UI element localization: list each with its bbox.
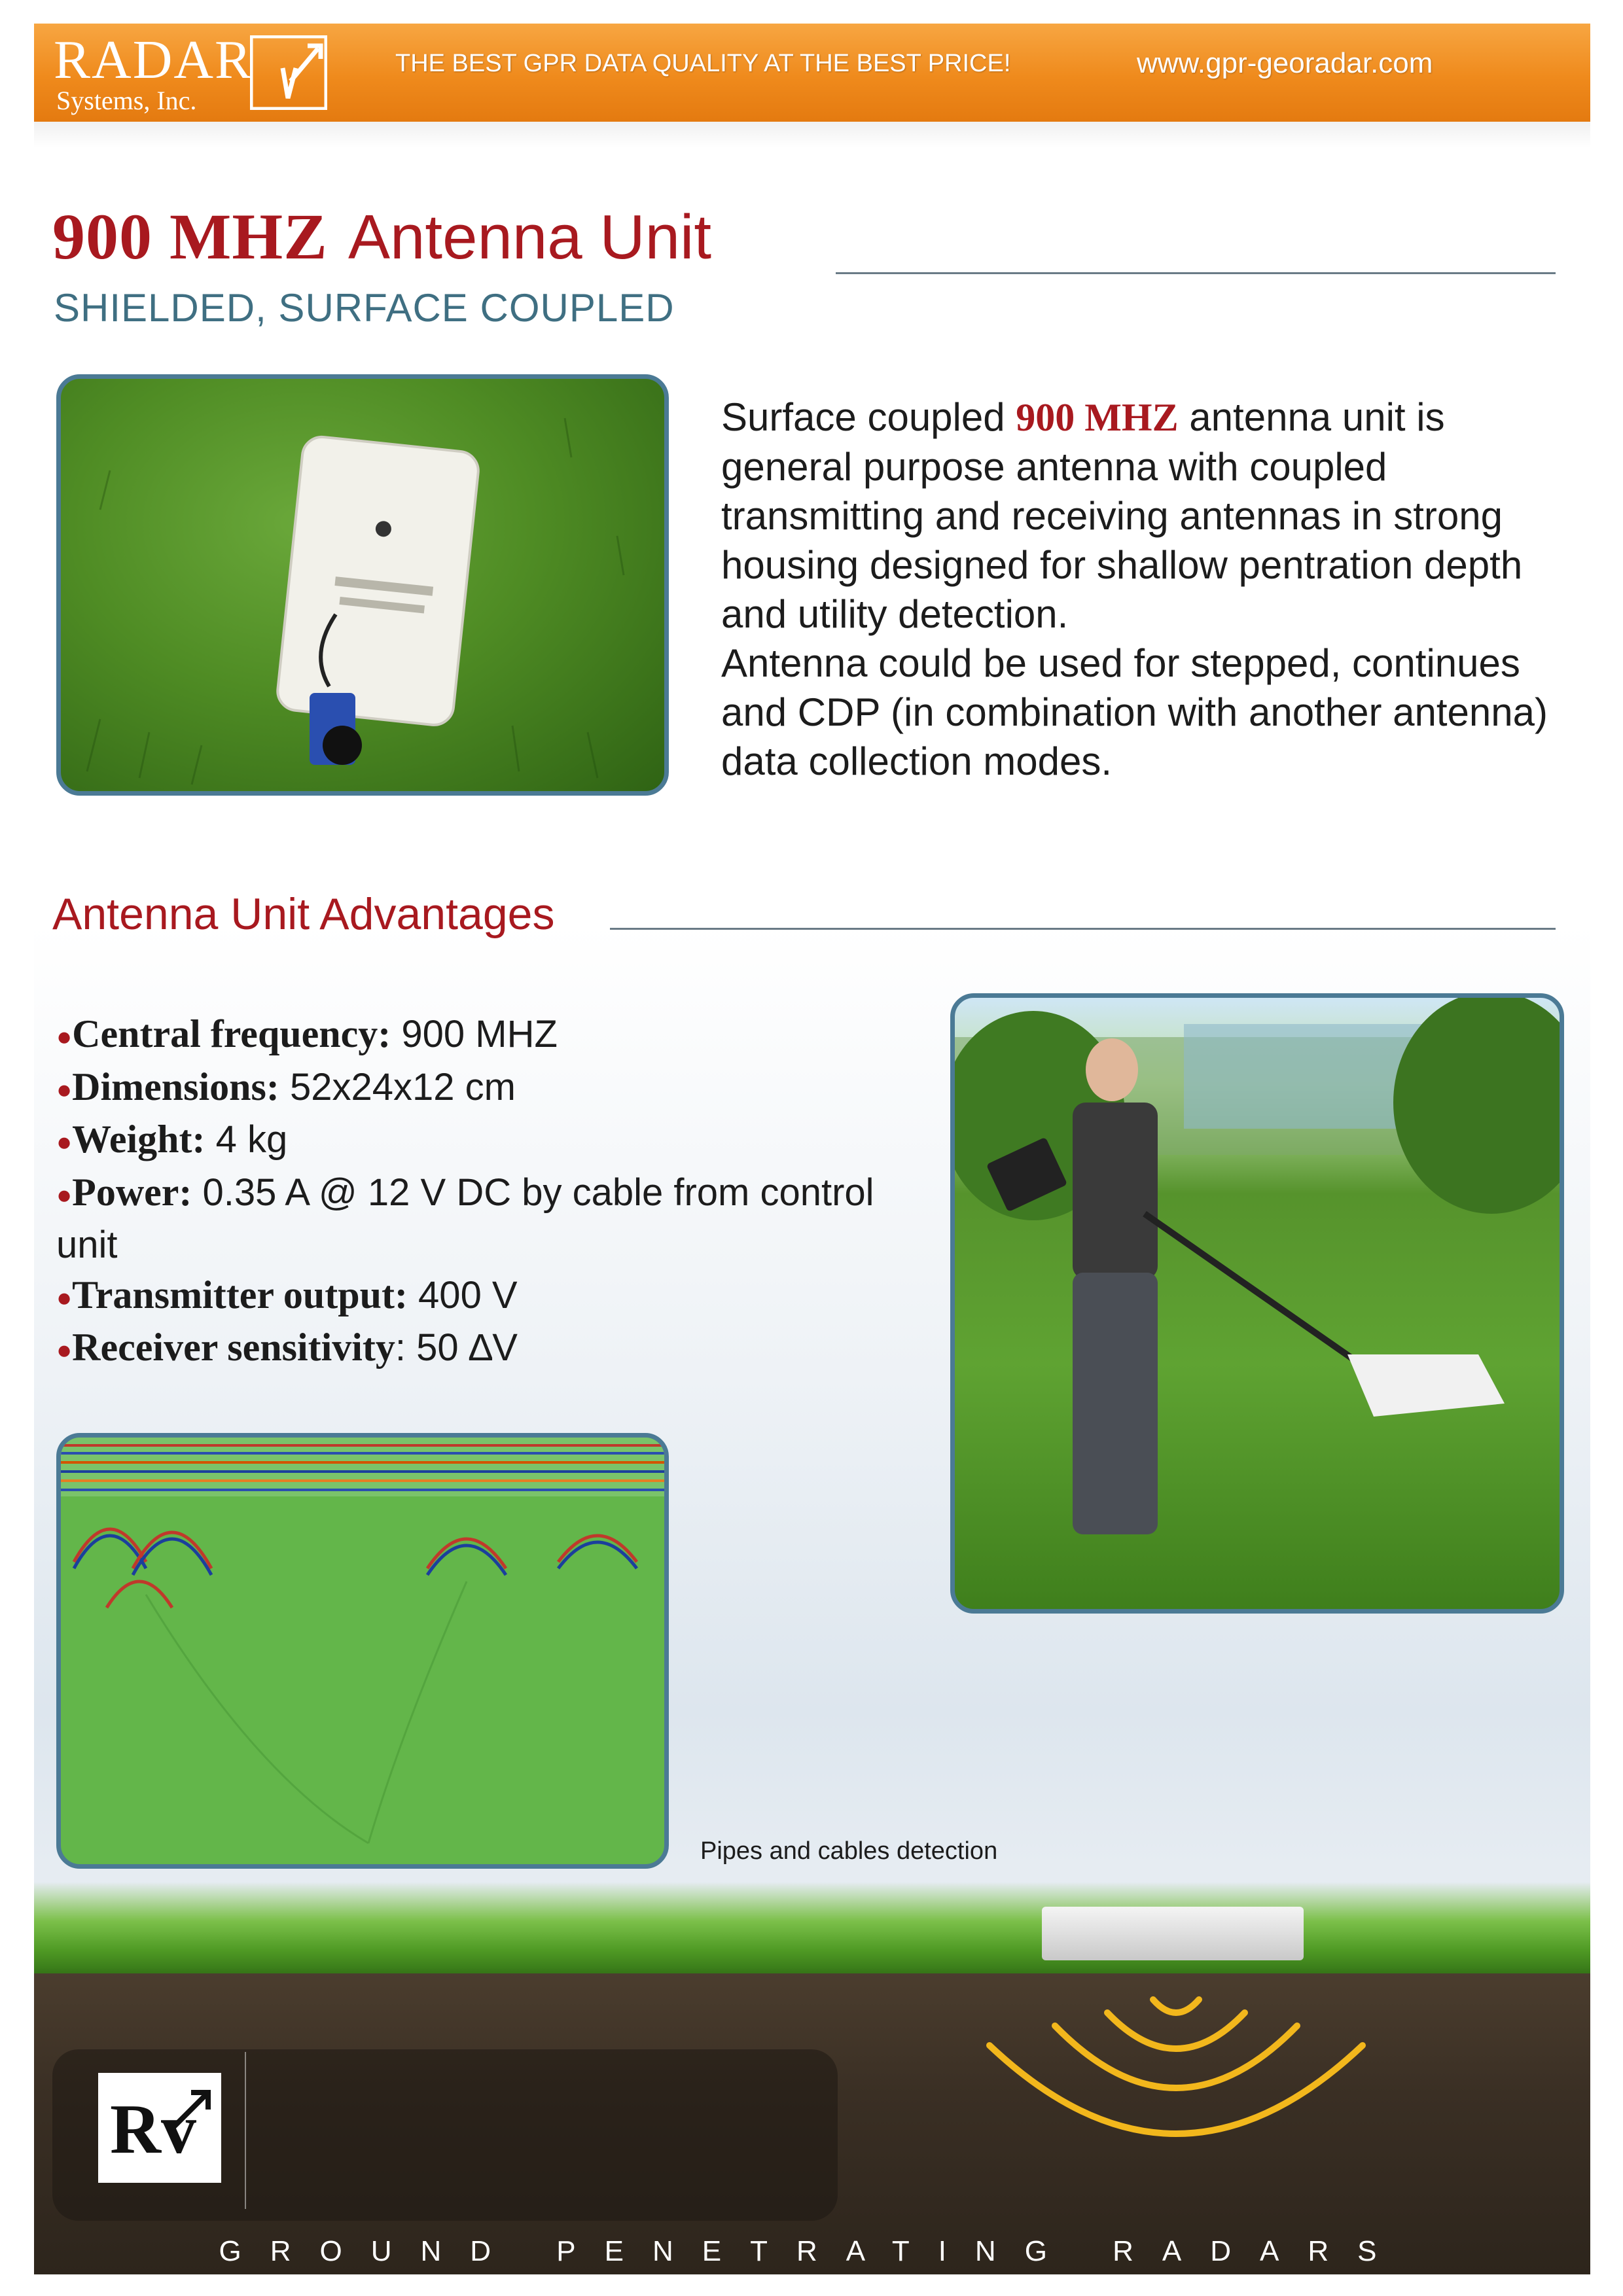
title-frequency: 900 MHZ	[52, 200, 328, 273]
spec-value: 0.35 A @ 12 V DC by cable from control unit	[56, 1171, 874, 1266]
bullet-icon: ●	[56, 1283, 73, 1313]
spec-item	[56, 1114, 907, 1167]
bullet-icon: ●	[56, 1022, 73, 1051]
bullet-icon: ●	[56, 1075, 73, 1104]
rv-arrow-logo-icon	[250, 35, 327, 110]
footer-logo	[98, 2073, 221, 2183]
spec-key: Dimensions:	[72, 1065, 279, 1108]
brand-logo-text: RADAR	[54, 29, 253, 90]
description-modes: Antenna could be used for stepped, continues and CDP (in combination with another antenna) data collection modes.	[721, 641, 1548, 783]
bullet-icon: ●	[56, 1180, 73, 1210]
grass-strip	[34, 1882, 1590, 1980]
radar-device-image	[1042, 1907, 1304, 1960]
header-bar	[34, 24, 1590, 122]
description-frequency: 900 MHZ	[1016, 396, 1179, 439]
spec-item	[56, 1009, 907, 1062]
description-body: antenna unit is general purpose antenna with coupled transmitting and receiving antennas in strong housing designed for shallow pentration depth and utility detection.	[721, 395, 1523, 636]
header-tagline: THE BEST GPR DATA QUALITY AT THE BEST PRICE!	[395, 50, 1011, 77]
spec-key: Weight:	[72, 1118, 205, 1161]
spec-value: 4 kg	[205, 1118, 288, 1161]
bullet-icon: ●	[56, 1336, 73, 1366]
spec-item	[56, 1167, 907, 1270]
brand-subtitle: Systems, Inc.	[56, 86, 197, 115]
bullet-icon: ●	[56, 1128, 73, 1157]
spec-value: 900 MHZ	[391, 1013, 558, 1055]
spec-item	[56, 1270, 907, 1323]
spec-key: Receiver sensitivity	[72, 1326, 395, 1369]
spec-value: : 50 ∆V	[395, 1326, 518, 1369]
radargram-caption: Pipes and cables detection	[700, 1837, 998, 1865]
spec-key: Power:	[72, 1171, 192, 1214]
footer-slogan: GROUND PENETRATING RADARS	[219, 2235, 1406, 2267]
antenna-photo	[56, 374, 669, 796]
page-title	[52, 199, 1577, 277]
spec-key: Central frequency:	[72, 1012, 391, 1055]
product-description	[721, 393, 1585, 786]
spec-item	[56, 1322, 907, 1375]
spec-item	[56, 1062, 907, 1115]
footer-divider	[245, 2052, 246, 2209]
title-divider	[836, 272, 1556, 274]
footer-logo-letters: Rv	[110, 2091, 196, 2168]
spec-value: 52x24x12 cm	[279, 1065, 516, 1108]
operator-photo	[950, 993, 1564, 1614]
radargram-image	[56, 1433, 669, 1869]
flyer-page	[34, 24, 1590, 2274]
spec-list	[56, 1009, 907, 1375]
description-intro: Surface coupled	[721, 395, 1016, 439]
advantages-heading: Antenna Unit Advantages	[52, 889, 555, 939]
spec-value: 400 V	[407, 1273, 518, 1316]
spec-key: Transmitter output:	[72, 1273, 408, 1316]
page-subtitle: SHIELDED, SURFACE COUPLED	[54, 286, 675, 330]
title-product: Antenna Unit	[348, 202, 712, 272]
advantages-divider	[610, 928, 1556, 930]
website-link[interactable]: www.gpr-georadar.com	[1137, 47, 1433, 79]
header-shadow	[34, 122, 1590, 148]
